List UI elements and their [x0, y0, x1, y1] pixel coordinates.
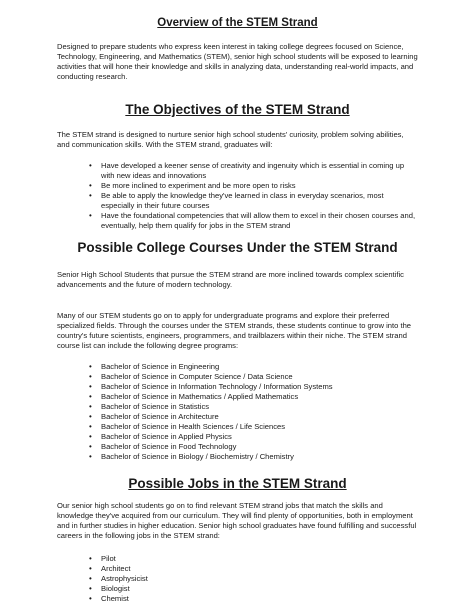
list-item: • Bachelor of Science in Information Technology / Information Systems — [101, 382, 418, 392]
list-item: • Bachelor of Science in Engineering — [101, 362, 418, 372]
overview-paragraph: Designed to prepare students who express keen interest in taking college degrees focused on Science, Technology, Engineering, and Mathematics (STEM), senior high school students will be exposed to learning activities that will hone their knowledge and skills in analyzing data, understanding real-world impacts, and conducting research. — [57, 42, 418, 81]
list-item: • Bachelor of Science in Applied Physics — [101, 432, 418, 442]
courses-list — [57, 362, 418, 462]
objectives-list — [57, 161, 418, 231]
courses-paragraph-1: Senior High School Students that pursue the STEM strand are more inclined towards complex scientific advancements and the future of modern technology. — [57, 270, 404, 289]
jobs-list — [57, 554, 418, 604]
objectives-heading: The Objectives of the STEM Strand — [125, 102, 350, 117]
list-item: • Be more inclined to experiment and be more open to risks — [101, 181, 418, 191]
overview-heading: Overview of the STEM Strand — [157, 17, 318, 29]
list-item: • Have developed a keener sense of creativity and ingenuity which is essential in coming up with new ideas and innovations — [101, 161, 418, 181]
list-item: • Architect — [101, 564, 418, 574]
list-item: • Bachelor of Science in Health Sciences / Life Sciences — [101, 422, 418, 432]
jobs-paragraph: Our senior high school students go on to find relevant STEM strand jobs that match the skills and knowledge they've acquired from our curriculum. They will find plenty of opportunities, both in employment and in further studies in higher education. Senior high school graduates have found fulfilling and successful careers in the following jobs in the STEM strand: — [57, 501, 417, 540]
list-item: • Be able to apply the knowledge they've learned in class in everyday scenarios, most especially in their future courses — [101, 191, 418, 211]
list-item: • Bachelor of Science in Mathematics / Applied Mathematics — [101, 392, 418, 402]
list-item: • Chemist — [101, 594, 418, 604]
jobs-heading: Possible Jobs in the STEM Strand — [128, 476, 347, 491]
list-item: • Have the foundational competencies that will allow them to excel in their chosen courses and, eventually, help them qualify for jobs in the STEM strand — [101, 211, 418, 231]
list-item: • Bachelor of Science in Architecture — [101, 412, 418, 422]
courses-paragraph-2: Many of our STEM students go on to apply for undergraduate programs and explore their preferred specialized fields. Through the courses under the STEM strands, these students continue to grow into the country's future scientists, engineers, programmers, and trailblazers within their niche. The STEM strand course list can include the following degree programs: — [57, 311, 412, 350]
list-item: • Bachelor of Science in Biology / Biochemistry / Chemistry — [101, 452, 418, 462]
list-item: • Astrophysicist — [101, 574, 418, 584]
objectives-paragraph: The STEM strand is designed to nurture senior high school students' curiosity, problem solving abilities, and communication skills. With the STEM strand, graduates will: — [57, 130, 404, 149]
list-item: • Biologist — [101, 584, 418, 594]
list-item: • Bachelor of Science in Food Technology — [101, 442, 418, 452]
list-item: • Bachelor of Science in Computer Science / Data Science — [101, 372, 418, 382]
courses-heading: Possible College Courses Under the STEM Strand — [77, 240, 398, 255]
list-item: • Pilot — [101, 554, 418, 564]
list-item: • Bachelor of Science in Statistics — [101, 402, 418, 412]
